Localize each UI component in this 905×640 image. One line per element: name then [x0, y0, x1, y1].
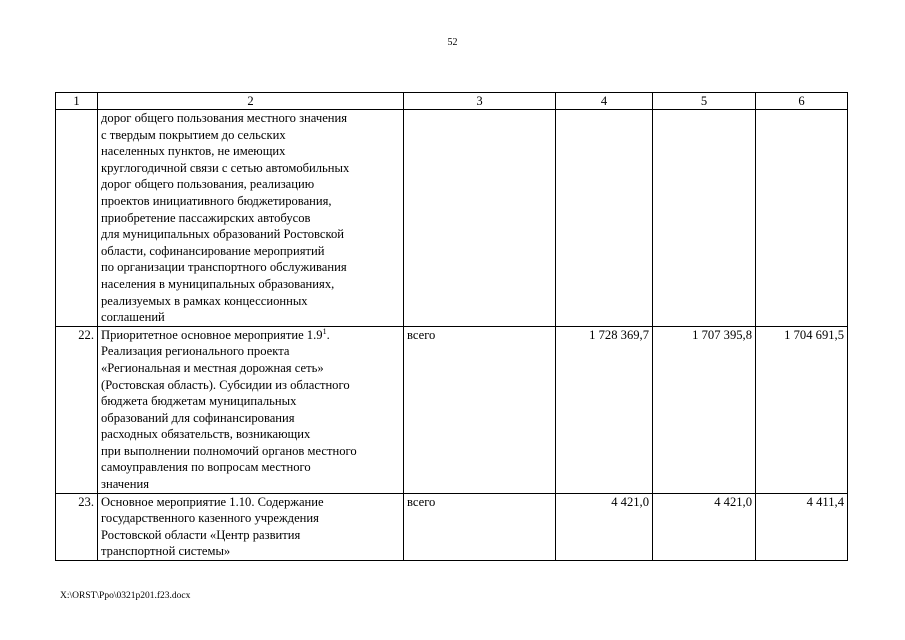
row-funding-source: всего [404, 326, 556, 493]
header-cell-4: 4 [556, 93, 653, 110]
row-description-rest: . Реализация регионального проекта «Региональная и местная дорожная сеть» (Ростовская область). Субсидии из областного бюджета бюджетам муниципальных образований для софинансирования расходных обязательств, возникающих при выполнении полномочий органов местного самоуправления по вопросам местного значения [101, 327, 357, 492]
row-number: 22. [56, 326, 98, 493]
table-header-row [56, 93, 848, 110]
footer-file-path: X:\ORST\Ppo\0321p201.f23.docx [60, 591, 191, 601]
row-value-col5 [653, 110, 756, 327]
header-cell-1: 1 [56, 93, 98, 110]
row-value-col4: 1 728 369,7 [556, 326, 653, 493]
row-funding-source [404, 110, 556, 327]
row-description: дорог общего пользования местного значения с твердым покрытием до сельских населенных пунктов, не имеющих круглогодичной связи с сетью автомобильных дорог общего пользования, реализацию проектов инициативного бюджетирования, приобретение пассажирских автобусов для муниципальных образований Ростовской области, софинансирование мероприятий по организации транспортного обслуживания населения в муниципальных образованиях, реализуемых в рамках концессионных соглашений [98, 110, 404, 327]
table-row [56, 110, 848, 327]
row-description: Основное мероприятие 1.10. Содержание государственного казенного учреждения Ростовской области «Центр развития транспортной системы» [98, 493, 404, 560]
header-cell-5: 5 [653, 93, 756, 110]
row-funding-source: всего [404, 493, 556, 560]
row-value-col6: 4 411,4 [756, 493, 848, 560]
table-row [56, 326, 848, 493]
row-description [98, 326, 404, 493]
row-value-col4: 4 421,0 [556, 493, 653, 560]
header-cell-2: 2 [98, 93, 404, 110]
table-row [56, 493, 848, 560]
header-cell-6: 6 [756, 93, 848, 110]
row-number: 23. [56, 493, 98, 560]
header-cell-3: 3 [404, 93, 556, 110]
program-table [55, 92, 848, 561]
row-number [56, 110, 98, 327]
row-value-col4 [556, 110, 653, 327]
row-value-col6 [756, 110, 848, 327]
page-number: 52 [447, 37, 458, 48]
row-value-col5: 4 421,0 [653, 493, 756, 560]
row-value-col5: 1 707 395,8 [653, 326, 756, 493]
row-description-lead: Приоритетное основное мероприятие 1.9 [101, 327, 323, 342]
footnote-marker: 1 [322, 326, 327, 336]
row-value-col6: 1 704 691,5 [756, 326, 848, 493]
